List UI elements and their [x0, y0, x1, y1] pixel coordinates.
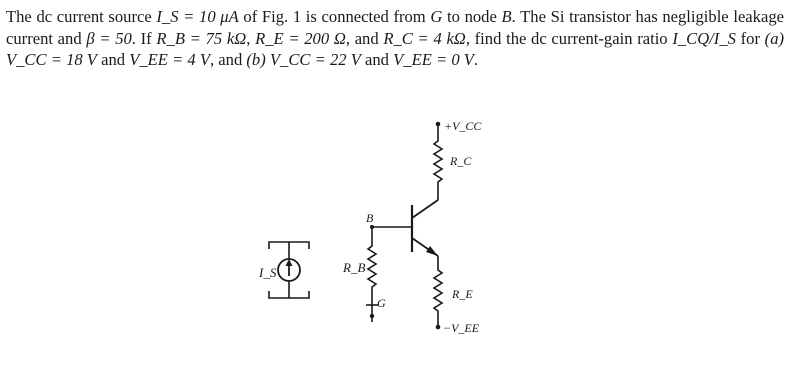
vcc-part-a: V_CC = 18 V [6, 50, 97, 69]
re-value: R_E = 200 Ω [255, 28, 346, 48]
re-resistor [434, 256, 442, 325]
rc-label: R_C [450, 154, 472, 168]
beta-value: β = 50 [86, 28, 132, 48]
emitter-arrow-icon [426, 246, 438, 256]
npn-transistor-symbol [412, 200, 438, 256]
node-g-ref: G [430, 7, 443, 26]
problem-text: . The Si transistor has negligible leakage current and [6, 7, 785, 48]
rb-label: R_B [343, 260, 366, 275]
rb-value: R_B = 75 kΩ [156, 28, 247, 48]
vcc-part-b: V_CC = 22 V [269, 50, 361, 69]
problem-text: of Fig. 1 is connected from [238, 7, 431, 26]
problem-text: , and [345, 28, 384, 48]
vcc-terminal-dot [436, 122, 441, 127]
problem-text: and [96, 50, 130, 69]
problem-text: The dc current source [6, 7, 157, 26]
b-label: B [366, 211, 374, 225]
is-label: I_S [259, 265, 277, 280]
vee-label: −V_EE [443, 321, 480, 335]
problem-text: , find the dc current-gain ratio [465, 28, 673, 48]
rc-value: R_C = 4 kΩ [383, 28, 466, 48]
part-b-label: (b) [246, 50, 266, 69]
problem-text: , [246, 28, 256, 48]
rc-resistor [434, 126, 442, 200]
g-label: G [377, 296, 386, 310]
problem-text: and [360, 50, 394, 69]
vee-part-b: V_EE = 0 V [393, 50, 474, 69]
source-current-value: I_S = 10 μA [156, 7, 239, 26]
re-label: R_E [452, 287, 473, 301]
problem-text: to node [442, 7, 502, 26]
problem-text: , and [210, 50, 247, 69]
vee-part-a: V_EE = 4 V [129, 50, 210, 69]
rb-resistor [368, 236, 376, 305]
gain-ratio: I_CQ/I_S [672, 28, 736, 48]
part-a-label: (a) [764, 28, 785, 48]
problem-text: . If [131, 28, 157, 48]
problem-text: for [735, 28, 765, 48]
problem-text: . [473, 50, 479, 69]
node-b-ref: B [501, 7, 512, 26]
vcc-label: +V_CC [444, 119, 482, 133]
vee-terminal-dot [436, 325, 441, 330]
